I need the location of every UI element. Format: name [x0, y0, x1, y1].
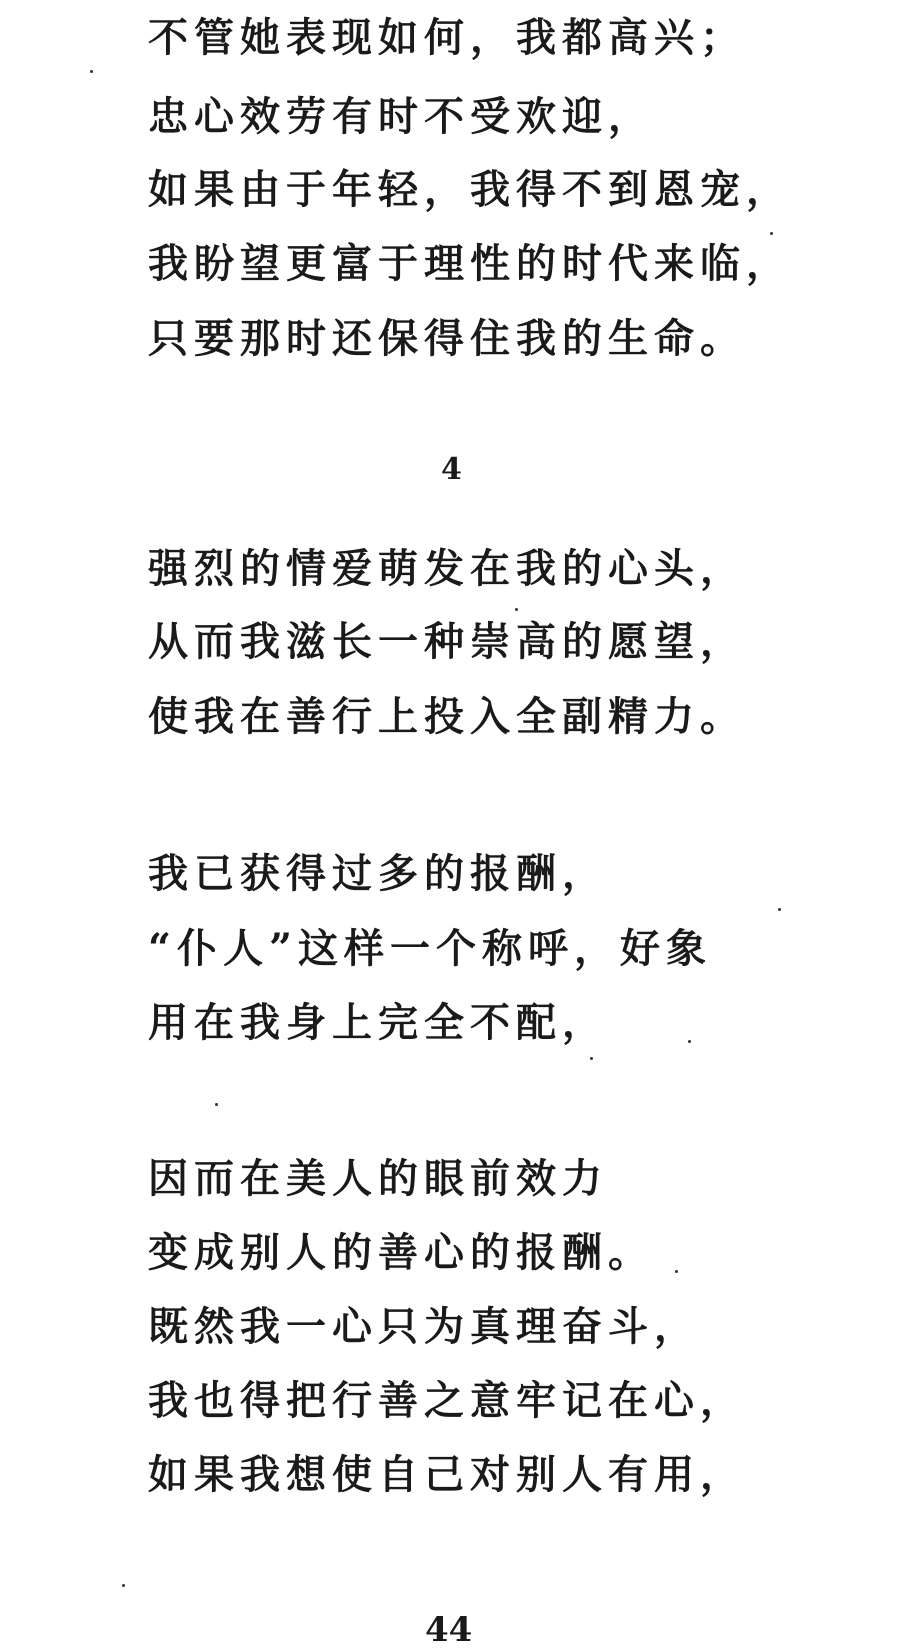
page-number: 44 [425, 1610, 473, 1650]
scan-speck [90, 70, 93, 73]
poem-line: 既然我一心只为真理奋斗， [148, 1303, 700, 1350]
scan-speck [688, 1040, 691, 1043]
poem-line: 变成别人的善心的报酬。 [148, 1229, 654, 1276]
section-number: 4 [441, 452, 462, 487]
scan-speck [770, 232, 773, 235]
poem-line: 只要那时还保得住我的生命。 [148, 315, 746, 362]
poem-line: 因而在美人的眼前效力 [148, 1155, 608, 1202]
poem-line: 我也得把行善之意牢记在心， [148, 1377, 746, 1424]
poem-line: 如果由于年轻，我得不到恩宠， [148, 166, 792, 213]
scan-speck [515, 608, 518, 611]
poem-line: 如果我想使自己对别人有用， [148, 1451, 746, 1498]
poem-line: 从而我滋长一种崇高的愿望， [148, 618, 746, 665]
poem-line: 我已获得过多的报酬， [148, 850, 608, 897]
poem-line: “仆人”这样一个称呼，好象 [148, 925, 713, 972]
poem-line: 我盼望更富于理性的时代来临， [148, 240, 792, 287]
scan-speck [778, 908, 781, 911]
scan-speck [215, 1103, 218, 1106]
scan-speck [675, 1270, 678, 1273]
poem-line: 忠心效劳有时不受欢迎， [148, 93, 654, 140]
poem-line: 用在我身上完全不配， [148, 999, 608, 1046]
scan-speck [590, 1057, 593, 1060]
poem-line: 强烈的情爱萌发在我的心头， [148, 545, 746, 592]
scan-speck [122, 1584, 125, 1587]
poem-line: 使我在善行上投入全副精力。 [148, 693, 746, 740]
poem-line: 不管她表现如何，我都高兴； [148, 14, 746, 61]
